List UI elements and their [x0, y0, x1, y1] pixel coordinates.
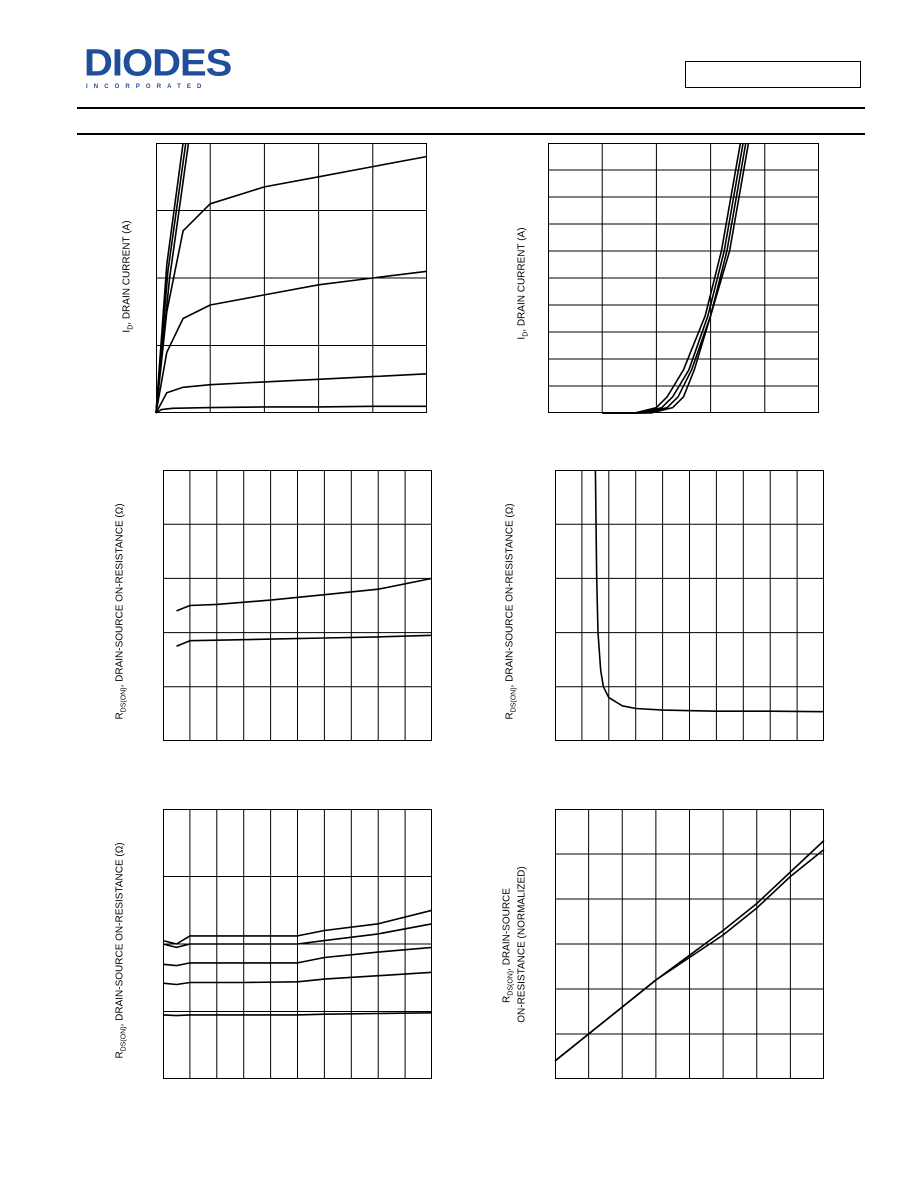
- series-line-4: [156, 157, 427, 414]
- chart-rdson-normalized-vs-temp: [555, 809, 824, 1079]
- series-line-1: [595, 470, 824, 712]
- logo-subtext: INCORPORATED: [86, 84, 208, 90]
- ylabel-chart6-line1: $R_{DS(ON)}$, DRAIN-SOURCE: [501, 888, 515, 1003]
- part-number-box: [685, 61, 861, 88]
- ylabel-chart6-line2: ON-RESISTANCE (NORMALIZED): [516, 866, 528, 1023]
- chart-rdson-vs-id-temp: [163, 809, 432, 1079]
- chart-drain-current-vs-vds: [156, 143, 427, 413]
- ylabel-chart2: $I_D$, DRAIN CURRENT (A): [516, 227, 530, 340]
- header-rule-bottom: [77, 133, 865, 135]
- company-logo: [84, 44, 254, 92]
- series-line-5: [156, 271, 427, 413]
- series-line-7: [156, 406, 427, 413]
- chart-rdson-vs-vgs: [555, 470, 824, 741]
- header-rule-top: [77, 107, 865, 109]
- chart-rdson-vs-id: [163, 470, 432, 741]
- ylabel-chart3: $R_{DS(ON)}$, DRAIN-SOURCE ON-RESISTANCE (Ω): [114, 503, 128, 720]
- ylabel-chart4: $R_{DS(ON)}$, DRAIN-SOURCE ON-RESISTANCE (Ω): [504, 503, 518, 720]
- logo-wordmark: DIODES: [84, 42, 232, 84]
- series-line-2: [177, 635, 433, 646]
- ylabel-chart1: $I_D$, DRAIN CURRENT (A): [121, 220, 135, 333]
- ylabel-chart5: $R_{DS(ON)}$, DRAIN-SOURCE ON-RESISTANCE (Ω): [114, 842, 128, 1059]
- chart-drain-current-vs-vgs: [548, 143, 819, 413]
- series-line-1: [177, 578, 433, 611]
